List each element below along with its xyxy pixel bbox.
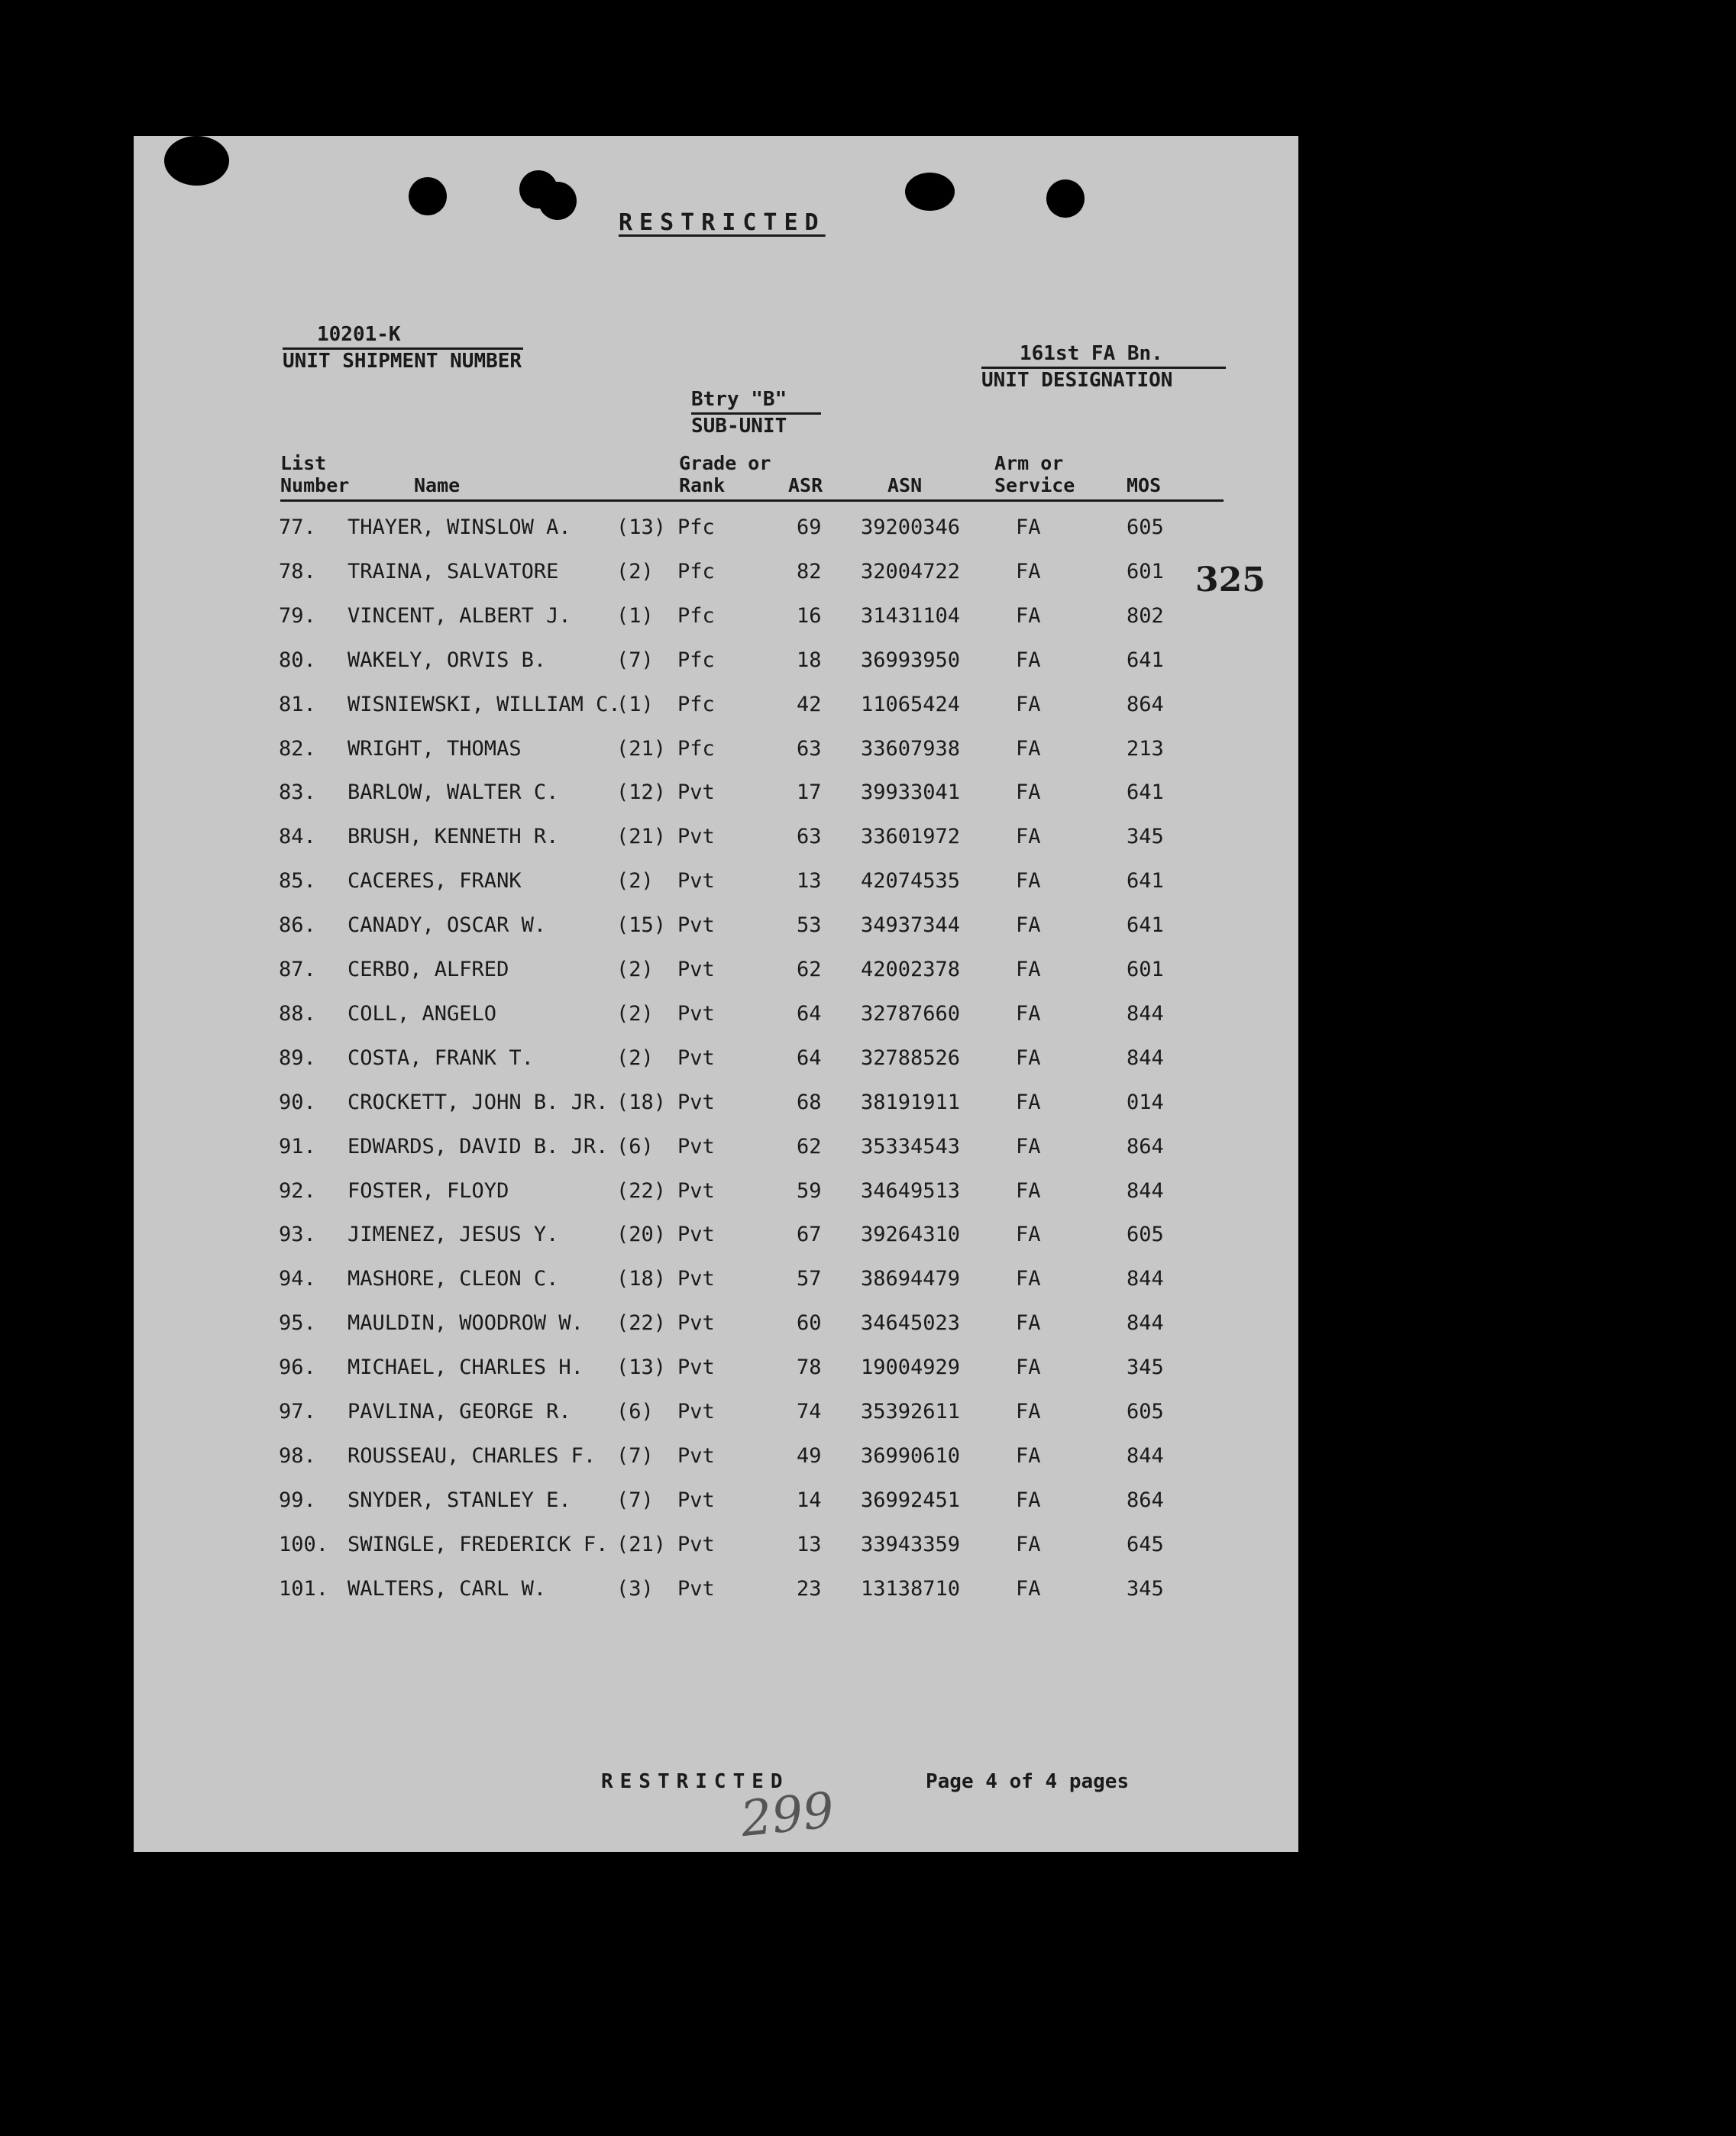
row-arm: FA (1016, 559, 1041, 583)
row-asr: 49 (797, 1443, 822, 1468)
row-code: (7) (616, 1488, 654, 1512)
row-asn: 34649513 (861, 1178, 961, 1203)
row-asr: 74 (797, 1400, 822, 1423)
row-code: (21) (616, 736, 667, 761)
row-rank: Pfc (677, 736, 715, 761)
unit-designation-block (981, 342, 1226, 392)
row-asr: 62 (797, 958, 822, 981)
row-mos: 844 (1127, 1267, 1164, 1291)
row-rank: Pvt (677, 1488, 715, 1512)
row-name: FOSTER, FLOYD (348, 1178, 509, 1203)
row-code: (20) (616, 1223, 667, 1247)
row-rank: Pvt (677, 869, 715, 894)
row-name: CERBO, ALFRED (348, 958, 509, 981)
row-mos: 844 (1127, 1443, 1164, 1468)
row-asn: 42074535 (861, 869, 961, 894)
row-name: CROCKETT, JOHN B. JR. (348, 1090, 609, 1114)
row-mos: 345 (1127, 825, 1164, 849)
col-grade (679, 452, 771, 496)
table-row (134, 1444, 1298, 1488)
row-code: (22) (616, 1311, 667, 1336)
table-row (134, 1533, 1298, 1577)
row-asr: 69 (797, 515, 822, 539)
row-name: EDWARDS, DAVID B. JR. (348, 1134, 609, 1158)
col-asn-label: ASN (887, 474, 923, 496)
row-code: (2) (616, 869, 654, 894)
row-mos: 605 (1127, 1223, 1164, 1247)
row-code: (6) (616, 1134, 654, 1158)
row-arm: FA (1016, 1576, 1041, 1601)
row-name: BRUSH, KENNETH R. (348, 825, 559, 849)
row-arm: FA (1016, 1045, 1041, 1070)
row-code: (1) (616, 692, 654, 716)
document-page (134, 136, 1298, 1852)
row-mos: 345 (1127, 1576, 1164, 1601)
row-asn: 39933041 (861, 780, 961, 805)
row-mos: 864 (1127, 1134, 1164, 1158)
col-arm-label-1: Arm or (994, 452, 1064, 474)
col-mos (1127, 474, 1161, 496)
row-arm: FA (1016, 692, 1041, 716)
table-row (134, 780, 1298, 825)
row-arm: FA (1016, 1400, 1041, 1423)
row-asn: 42002378 (861, 958, 961, 981)
top-classification: RESTRICTED (619, 209, 826, 236)
row-name: CANADY, OSCAR W. (348, 913, 547, 938)
row-arm: FA (1016, 780, 1041, 805)
row-rank: Pfc (677, 559, 715, 583)
row-name: MASHORE, CLEON C. (348, 1267, 559, 1291)
col-name (414, 474, 460, 496)
table-row (134, 648, 1298, 693)
row-asr: 64 (797, 1001, 822, 1026)
row-rank: Pvt (677, 1001, 715, 1026)
row-mos: 641 (1127, 869, 1164, 894)
row-asn: 38694479 (861, 1267, 961, 1291)
row-number: 86. (279, 913, 316, 938)
row-rank: Pvt (677, 780, 715, 805)
row-arm: FA (1016, 603, 1041, 628)
row-rank: Pvt (677, 1178, 715, 1203)
row-asr: 23 (797, 1576, 822, 1601)
row-asr: 42 (797, 692, 822, 716)
row-code: (22) (616, 1178, 667, 1203)
row-number: 80. (279, 648, 316, 672)
row-asn: 33607938 (861, 736, 961, 761)
col-list-label-2: Number (280, 474, 350, 496)
row-asn: 31431104 (861, 603, 961, 628)
row-arm: FA (1016, 1223, 1041, 1247)
row-name: SWINGLE, FREDERICK F. (348, 1532, 609, 1556)
row-rank: Pvt (677, 1223, 715, 1247)
table-row (134, 1311, 1298, 1356)
row-asn: 33601972 (861, 825, 961, 849)
row-mos: 014 (1127, 1090, 1164, 1114)
row-number: 92. (279, 1178, 316, 1203)
row-arm: FA (1016, 825, 1041, 849)
table-row (134, 1223, 1298, 1267)
row-name: WRIGHT, THOMAS (348, 736, 522, 761)
row-asr: 82 (797, 559, 822, 583)
row-rank: Pvt (677, 1576, 715, 1601)
row-arm: FA (1016, 958, 1041, 981)
table-row (134, 1267, 1298, 1311)
col-arm (994, 452, 1075, 496)
row-name: ROUSSEAU, CHARLES F. (348, 1443, 596, 1468)
table-row (134, 913, 1298, 958)
sub-unit-block (691, 388, 821, 438)
row-arm: FA (1016, 1488, 1041, 1512)
row-asr: 63 (797, 736, 822, 761)
sub-unit: Btry "B" (691, 388, 821, 415)
row-number: 99. (279, 1488, 316, 1512)
row-name: COSTA, FRANK T. (348, 1045, 534, 1070)
handwritten-number: 299 (738, 1782, 837, 1849)
col-list-number (280, 452, 349, 496)
row-name: PAVLINA, GEORGE R. (348, 1400, 571, 1423)
table-row (134, 1002, 1298, 1046)
row-asn: 13138710 (861, 1576, 961, 1601)
row-rank: Pfc (677, 603, 715, 628)
row-code: (18) (616, 1267, 667, 1291)
row-asn: 34937344 (861, 913, 961, 938)
row-name: MICHAEL, CHARLES H. (348, 1356, 584, 1380)
table-row (134, 515, 1298, 560)
row-asr: 68 (797, 1090, 822, 1114)
row-rank: Pvt (677, 1267, 715, 1291)
row-mos: 605 (1127, 515, 1164, 539)
row-name: TRAINA, SALVATORE (348, 559, 559, 583)
row-asr: 64 (797, 1045, 822, 1070)
row-number: 90. (279, 1090, 316, 1114)
punch-hole (409, 177, 447, 215)
row-name: THAYER, WINSLOW A. (348, 515, 571, 539)
row-number: 77. (279, 515, 316, 539)
row-asn: 38191911 (861, 1090, 961, 1114)
row-asr: 59 (797, 1178, 822, 1203)
row-rank: Pvt (677, 958, 715, 981)
row-code: (2) (616, 1001, 654, 1026)
row-asn: 34645023 (861, 1311, 961, 1336)
col-asr-label: ASR (788, 474, 823, 496)
table-row (134, 825, 1298, 869)
row-code: (1) (616, 603, 654, 628)
row-asr: 13 (797, 1532, 822, 1556)
row-rank: Pvt (677, 1311, 715, 1336)
row-name: VINCENT, ALBERT J. (348, 603, 571, 628)
unit-shipment-number: 10201-K (283, 323, 523, 350)
table-row (134, 1179, 1298, 1223)
row-asn: 39264310 (861, 1223, 961, 1247)
row-arm: FA (1016, 1178, 1041, 1203)
row-code: (13) (616, 1356, 667, 1380)
row-asr: 18 (797, 648, 822, 672)
col-grade-label-1: Grade or (679, 452, 771, 474)
row-number: 95. (279, 1311, 316, 1336)
row-code: (3) (616, 1576, 654, 1601)
row-asn: 36993950 (861, 648, 961, 672)
row-number: 79. (279, 603, 316, 628)
row-asr: 16 (797, 603, 822, 628)
row-mos: 345 (1127, 1356, 1164, 1380)
row-number: 83. (279, 780, 316, 805)
row-mos: 802 (1127, 603, 1164, 628)
row-number: 98. (279, 1443, 316, 1468)
row-mos: 601 (1127, 958, 1164, 981)
row-asr: 57 (797, 1267, 822, 1291)
table-row (134, 1135, 1298, 1179)
row-mos: 641 (1127, 913, 1164, 938)
row-asr: 13 (797, 869, 822, 894)
row-name: MAULDIN, WOODROW W. (348, 1311, 584, 1336)
row-name: CACERES, FRANK (348, 869, 522, 894)
page-info: Page 4 of 4 pages (926, 1770, 1130, 1793)
table-row (134, 1577, 1298, 1621)
row-number: 84. (279, 825, 316, 849)
table-row (134, 1046, 1298, 1091)
row-arm: FA (1016, 736, 1041, 761)
row-arm: FA (1016, 1001, 1041, 1026)
row-rank: Pvt (677, 913, 715, 938)
row-code: (2) (616, 559, 654, 583)
row-code: (2) (616, 1045, 654, 1070)
table-row (134, 1356, 1298, 1400)
row-name: WISNIEWSKI, WILLIAM C. (348, 692, 621, 716)
row-asn: 19004929 (861, 1356, 961, 1380)
row-asn: 33943359 (861, 1532, 961, 1556)
row-rank: Pfc (677, 648, 715, 672)
row-arm: FA (1016, 1267, 1041, 1291)
unit-designation: 161st FA Bn. (981, 342, 1226, 369)
row-rank: Pvt (677, 1532, 715, 1556)
punch-hole (905, 173, 955, 211)
col-asr (788, 474, 823, 496)
row-asn: 11065424 (861, 692, 961, 716)
row-number: 81. (279, 692, 316, 716)
row-name: COLL, ANGELO (348, 1001, 497, 1026)
row-mos: 601 (1127, 559, 1164, 583)
row-number: 85. (279, 869, 316, 894)
row-asn: 32787660 (861, 1001, 961, 1026)
row-arm: FA (1016, 515, 1041, 539)
row-asr: 17 (797, 780, 822, 805)
row-arm: FA (1016, 913, 1041, 938)
unit-shipment-label: UNIT SHIPMENT NUMBER (283, 350, 522, 373)
row-number: 93. (279, 1223, 316, 1247)
row-number: 96. (279, 1356, 316, 1380)
row-number: 78. (279, 559, 316, 583)
row-asr: 14 (797, 1488, 822, 1512)
row-number: 88. (279, 1001, 316, 1026)
row-asr: 60 (797, 1311, 822, 1336)
row-mos: 641 (1127, 780, 1164, 805)
table-row (134, 958, 1298, 1002)
sub-unit-label: SUB-UNIT (691, 415, 787, 438)
punch-hole (538, 182, 577, 220)
row-asn: 32788526 (861, 1045, 961, 1070)
table-header (280, 452, 1224, 502)
corner-stain (164, 136, 229, 186)
col-mos-label: MOS (1127, 474, 1162, 496)
row-arm: FA (1016, 648, 1041, 672)
row-number: 97. (279, 1400, 316, 1423)
row-asr: 62 (797, 1134, 822, 1158)
unit-shipment-block (283, 323, 523, 373)
col-name-label: Name (414, 474, 461, 496)
unit-designation-label: UNIT DESIGNATION (981, 369, 1173, 392)
row-number: 101. (279, 1576, 329, 1601)
row-code: (18) (616, 1090, 667, 1114)
row-asr: 53 (797, 913, 822, 938)
row-mos: 844 (1127, 1311, 1164, 1336)
row-name: WAKELY, ORVIS B. (348, 648, 547, 672)
row-rank: Pvt (677, 1443, 715, 1468)
row-name: JIMENEZ, JESUS Y. (348, 1223, 559, 1247)
row-asr: 63 (797, 825, 822, 849)
row-arm: FA (1016, 1532, 1041, 1556)
row-name: BARLOW, WALTER C. (348, 780, 559, 805)
row-name: WALTERS, CARL W. (348, 1576, 547, 1601)
row-number: 89. (279, 1045, 316, 1070)
table-row (134, 693, 1298, 737)
row-arm: FA (1016, 1356, 1041, 1380)
row-asn: 39200346 (861, 515, 961, 539)
row-rank: Pvt (677, 1090, 715, 1114)
row-code: (21) (616, 825, 667, 849)
row-number: 94. (279, 1267, 316, 1291)
punch-hole (1046, 179, 1085, 218)
row-rank: Pvt (677, 825, 715, 849)
row-code: (7) (616, 648, 654, 672)
row-code: (7) (616, 1443, 654, 1468)
row-rank: Pvt (677, 1134, 715, 1158)
row-code: (12) (616, 780, 667, 805)
row-arm: FA (1016, 1443, 1041, 1468)
row-number: 87. (279, 958, 316, 981)
table-row (134, 737, 1298, 781)
row-rank: Pvt (677, 1045, 715, 1070)
row-asn: 36992451 (861, 1488, 961, 1512)
table-row (134, 604, 1298, 648)
table-row (134, 560, 1298, 604)
row-code: (21) (616, 1532, 667, 1556)
row-rank: Pfc (677, 515, 715, 539)
table-row (134, 1488, 1298, 1533)
row-mos: 844 (1127, 1045, 1164, 1070)
row-asn: 35334543 (861, 1134, 961, 1158)
page-stamp: 325 (1195, 561, 1266, 599)
row-arm: FA (1016, 1090, 1041, 1114)
row-code: (2) (616, 958, 654, 981)
row-mos: 645 (1127, 1532, 1164, 1556)
row-code: (6) (616, 1400, 654, 1423)
row-number: 100. (279, 1532, 329, 1556)
row-rank: Pvt (677, 1400, 715, 1423)
row-mos: 213 (1127, 736, 1164, 761)
row-number: 82. (279, 736, 316, 761)
row-number: 91. (279, 1134, 316, 1158)
row-asn: 35392611 (861, 1400, 961, 1423)
row-mos: 641 (1127, 648, 1164, 672)
col-arm-label-2: Service (994, 474, 1075, 496)
row-asn: 36990610 (861, 1443, 961, 1468)
row-rank: Pvt (677, 1356, 715, 1380)
row-asr: 67 (797, 1223, 822, 1247)
row-mos: 844 (1127, 1001, 1164, 1026)
row-name: SNYDER, STANLEY E. (348, 1488, 571, 1512)
row-arm: FA (1016, 1134, 1041, 1158)
row-asr: 78 (797, 1356, 822, 1380)
row-mos: 864 (1127, 1488, 1164, 1512)
row-code: (13) (616, 515, 667, 539)
table-row (134, 869, 1298, 913)
row-rank: Pfc (677, 692, 715, 716)
row-arm: FA (1016, 869, 1041, 894)
row-mos: 605 (1127, 1400, 1164, 1423)
row-mos: 864 (1127, 692, 1164, 716)
row-asn: 32004722 (861, 559, 961, 583)
col-asn (887, 474, 922, 496)
table-row (134, 1091, 1298, 1135)
col-list-label-1: List (280, 452, 327, 474)
bottom-classification: RESTRICTED (601, 1770, 790, 1793)
row-arm: FA (1016, 1311, 1041, 1336)
row-mos: 844 (1127, 1178, 1164, 1203)
row-code: (15) (616, 913, 667, 938)
table-row (134, 1400, 1298, 1444)
col-grade-label-2: Rank (679, 474, 726, 496)
